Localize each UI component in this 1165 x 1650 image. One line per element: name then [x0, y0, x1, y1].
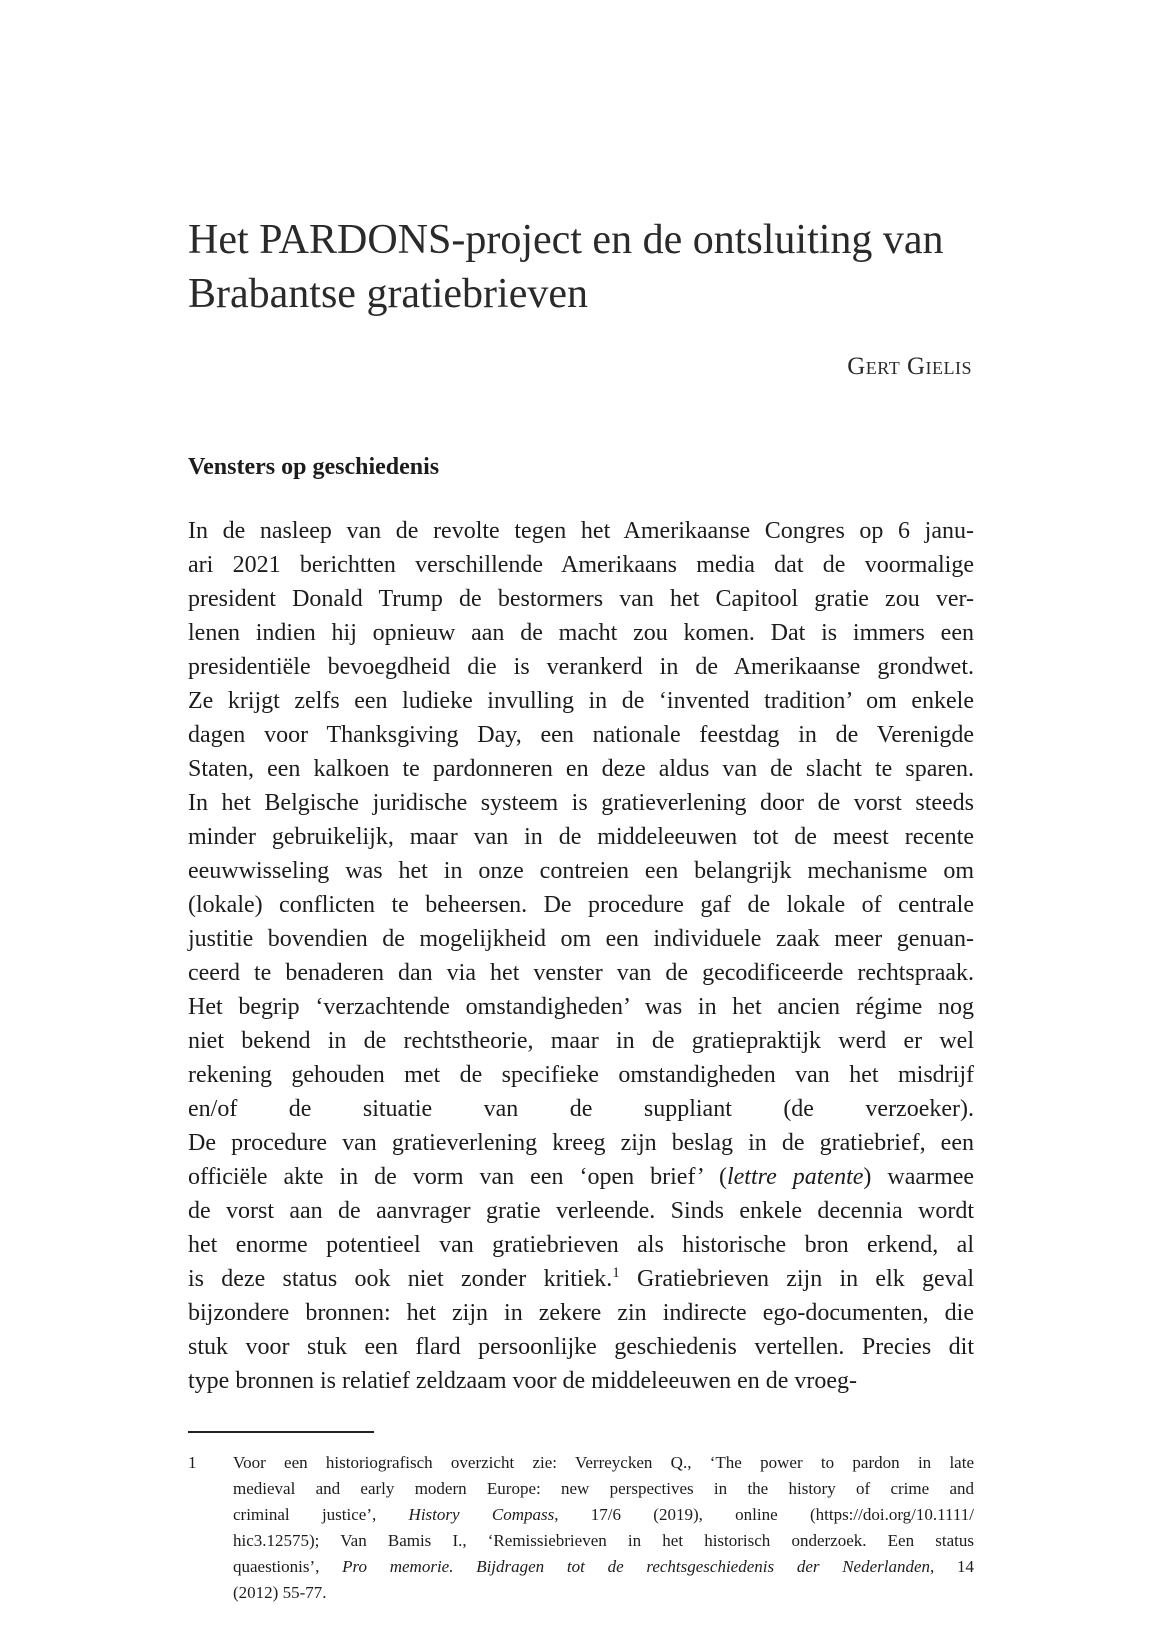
- text-run: ) waarmee: [863, 1164, 975, 1190]
- text-run: Gratiebrieven zijn in elk geval: [619, 1266, 974, 1292]
- footnote-line: hic3.12575); Van Bamis I., ‘Remissiebrieven in het historisch onderzoek. Een status: [233, 1531, 974, 1550]
- footnote-reference[interactable]: 1: [612, 1265, 620, 1281]
- text-run: , 14: [930, 1557, 975, 1576]
- body-line: (lokale) conflicten te beheersen. De procedure gaf de lokale of centrale: [188, 892, 974, 918]
- body-line: ceerd te benaderen dan via het venster van de gecodificeerde rechtspraak.: [188, 960, 974, 986]
- body-line: en/of de situatie van de suppliant (de verzoeker).: [188, 1096, 974, 1122]
- body-line: eeuwwisseling was het in onze contreien een belangrijk mechanisme om: [188, 858, 974, 884]
- body-line: In de nasleep van de revolte tegen het Amerikaanse Congres op 6 janu-: [188, 518, 974, 544]
- section-heading: Vensters op geschiedenis: [188, 454, 440, 480]
- text-run: , 17/6 (2019), online (https://doi.org/10.1111/: [554, 1505, 974, 1524]
- body-line: lenen indien hij opnieuw aan de macht zou komen. Dat is immers een: [188, 620, 974, 646]
- body-line: president Donald Trump de bestormers van het Capitool gratie zou ver-: [188, 586, 974, 612]
- italic-text-run: Pro memorie. Bijdragen tot de rechtsgeschiedenis der Nederlanden: [342, 1557, 931, 1576]
- body-line: De procedure van gratieverlening kreeg zijn beslag in de gratiebrief, een: [188, 1130, 974, 1156]
- body-line: type bronnen is relatief zeldzaam voor de middeleeuwen en de vroeg-: [188, 1368, 858, 1394]
- article-title: [188, 213, 988, 321]
- body-line: het enorme potentieel van gratiebrieven als historische bron erkend, al: [188, 1232, 974, 1258]
- body-line: [188, 1262, 974, 1296]
- body-line: dagen voor Thanksgiving Day, een nationale feestdag in de Verenigde: [188, 722, 974, 748]
- body-line: [188, 1160, 974, 1194]
- italic-text-run: lettre patente: [726, 1164, 864, 1190]
- body-line: justitie bovendien de mogelijkheid om een individuele zaak meer genuan-: [188, 926, 974, 952]
- body-line: presidentiële bevoegdheid die is verankerd in de Amerikaanse grondwet.: [188, 654, 974, 680]
- author-name: Gert Gielis: [847, 353, 972, 380]
- article-title-line: Brabantse gratiebrieven: [188, 271, 588, 317]
- italic-text-run: History Compass: [408, 1505, 555, 1524]
- footnote-line: [233, 1554, 974, 1580]
- body-line: stuk voor stuk een flard persoonlijke geschiedenis vertellen. Precies dit: [188, 1334, 974, 1360]
- footnote-line: [233, 1502, 974, 1528]
- text-run: criminal justice’,: [233, 1505, 409, 1524]
- body-line: Staten, een kalkoen te pardonneren en deze aldus van de slacht te sparen.: [188, 756, 974, 782]
- footnote-line: Voor een historiografisch overzicht zie: Verreycken Q., ‘The power to pardon in late: [233, 1453, 974, 1472]
- body-line: In het Belgische juridische systeem is gratieverlening door de vorst steeds: [188, 790, 974, 816]
- text-run: officiële akte in de vorm van een ‘open brief’ (: [188, 1164, 727, 1190]
- body-line: Het begrip ‘verzachtende omstandigheden’ was in het ancien régime nog: [188, 994, 974, 1020]
- text-run: quaestionis’,: [233, 1557, 343, 1576]
- body-line: de vorst aan de aanvrager gratie verleende. Sinds enkele decennia wordt: [188, 1198, 974, 1224]
- body-line: ari 2021 berichtten verschillende Amerikaans media dat de voormalige: [188, 552, 974, 578]
- body-line: bijzondere bronnen: het zijn in zekere zin indirecte ego-documenten, die: [188, 1300, 974, 1326]
- body-line: Ze krijgt zelfs een ludieke invulling in de ‘invented tradition’ om enkele: [188, 688, 974, 714]
- footnote-line: medieval and early modern Europe: new perspectives in the history of crime and: [233, 1479, 974, 1498]
- body-text: [188, 514, 974, 1398]
- text-run: is deze status ook niet zonder kritiek.: [188, 1266, 613, 1292]
- article-title-line: Het PARDONS-project en de ontsluiting van: [188, 217, 944, 263]
- footnote-divider: [188, 1431, 374, 1433]
- body-line: rekening gehouden met de specifieke omstandigheden van het misdrijf: [188, 1062, 974, 1088]
- footnote-line: (2012) 55-77.: [233, 1583, 327, 1602]
- footnote-text: [233, 1450, 974, 1606]
- body-line: niet bekend in de rechtstheorie, maar in de gratiepraktijk werd er wel: [188, 1028, 974, 1054]
- body-line: minder gebruikelijk, maar van in de middeleeuwen tot de meest recente: [188, 824, 974, 850]
- footnote-number: 1: [188, 1453, 197, 1472]
